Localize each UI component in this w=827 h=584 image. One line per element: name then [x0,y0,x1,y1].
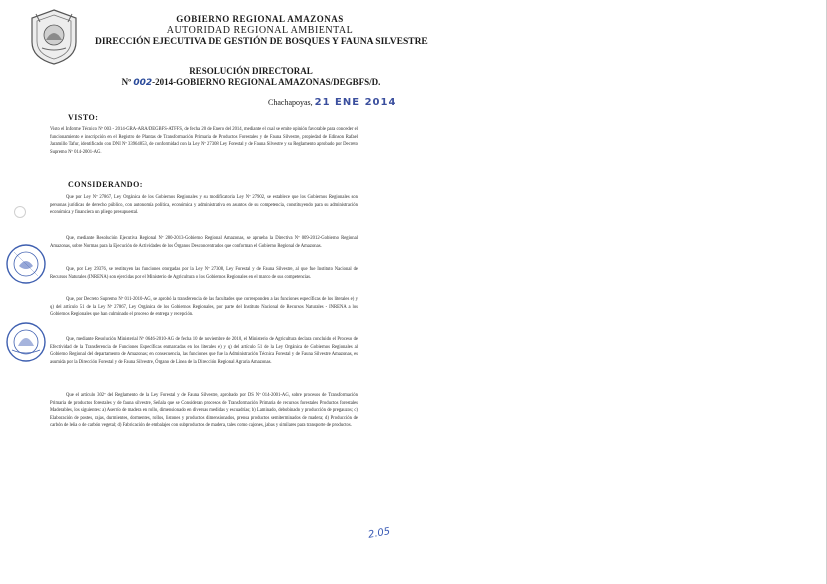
round-seal-stamp-icon [4,242,48,286]
paragraph-visto: Visto el Informe Técnico Nº 003 - 2014-GRA-ARA/DEGBFS-ATFFS, de fecha 20 de Enero del 2014, mediante el cual se emite opinión favorable para conceder el funcionamiento e inscripción en el Registro de Plantas de Transformación Primaria de Productos Forestales y de Fauna Silvestre, propiedad de Edinson Rafael Jaramillo Tafur, identificado con DNI Nº 33964853, de conformidad con la Ley Nº 27308 Ley Forestal y de Fauna Silvestre y su Reglamento aprobado por Decreto Supremo Nº 014-2001-AG. [50,127,358,155]
resolution-title: RESOLUCIÓN DIRECTORAL [189,66,313,76]
paragraph-considerando-4: Que, por Decreto Supremo Nº 011-2010-AG, se aprobó la transferencia de las facultades que corresponden a las funciones específicas de los literales e) y q) del artículo 51 de la Ley Nº 27867, Ley Orgánica de los Gobiernos Regionales, por parte del Instituto Nacional de Recursos Naturales - INRENA a los Gobiernos Regionales que han culminado el proceso de entrega y recepción. [50,297,358,318]
section-considerando: CONSIDERANDO: [68,180,143,189]
header-directorate: DIRECCIÓN EJECUTIVA DE GESTIÓN DE BOSQUES Y FAUNA SILVESTRE [95,36,428,47]
resolution-suffix: -2014-GOBIERNO REGIONAL AMAZONAS/DEGBFS/D. [152,77,381,88]
resolution-heading [86,66,416,90]
date-stamp: 21 ENE 2014 [314,97,397,108]
header-government: GOBIERNO REGIONAL AMAZONAS [176,14,344,24]
resolution-prefix: Nº [121,77,132,88]
resolution-number-line [86,77,416,89]
paragraph-considerando-6: Que el artículo 302º del Reglamento de la Ley Forestal y de Fauna Silvestre, aprobado por DS Nº 014-2001-AG, sobre procesos de Transformación Primaria de productos forestales y de fauna silvestre, Señala que se Consideran procesos de Transformación Primaria de recursos forestales Productos forestales Maderables, los siguientes: a) Aserrío de madera en rollo, dimensionado en diversas medidas y escuadrías; b) Laminado, debobinado y producción de pregauzos; c) Elaboración de postes, rajas, durmientes, dormentes, rollos, listones y productos dimensionados, prensa productos semiterminados de madera; d) Producción de carbón de leña o de carbón vegetal; d) Fabricación de embalajes con subproductos de madera, tales como cajones, jabas y similares para transporte de productos. [50,393,358,429]
regional-seal-logo-icon [28,8,80,66]
resolution-number: 002 [133,78,153,89]
document-header [95,14,428,48]
section-visto: VISTO: [68,113,99,122]
folio-number: 2.05 [367,526,392,541]
scan-hole-mark [14,206,26,218]
paragraph-considerando-5: Que, mediante Resolución Ministerial Nº 0646-2010-AG de fecha 10 de noviembre de 2010, el Ministerio de Agricultura declara concluido el Proceso de Efectividad de la Transferencia de Funciones Específicas enmarcadas en los literales e) y q) del artículo 51 de la Ley Orgánica de Gobiernos Regionales al Gobierno Regional del departamento de Amazonas; en consecuencia, las funciones que fue la Administración Técnica Forestal y de Fauna Silvestre Amazonas, es asumida por la Dirección Forestal y de Fauna Silvestre, Órgano de Línea de la Dirección Regional Agraria Amazonas. [50,337,358,365]
round-seal-stamp-2-icon [4,320,48,364]
paragraph-considerando-3: Que, por Ley 29376, se restituyen las funciones otorgadas por la Ley Nº 27308, Ley Forestal y de Fauna Silvestre, al que fue Instituto Nacional de Recursos Naturales (INRENA) son ejercidas por el Ministerio de Agricultura o los Gobiernos Regionales en el marco de sus competencias. [50,267,358,280]
place-name: Chachapoyas, [268,98,313,107]
header-authority: AUTORIDAD REGIONAL AMBIENTAL [166,24,354,36]
place-date [268,97,396,108]
paragraph-considerando-2: Que, mediante Resolución Ejecutiva Regional Nº 280-2013-Gobierno Regional Amazonas, se aprueba la Directiva Nº 009-2012-Gobierno Regional Amazonas, sobre Normas para la Ejecución de Actividades de los Órganos Desconcentrados que conforman el Gobierno Regional de Amazonas. [50,236,358,249]
paragraph-considerando-1: Que por Ley Nº 27867, Ley Orgánica de los Gobiernos Regionales y su modificatoria Ley Nº 27902, se establece que los Gobiernos Regionales son personas jurídicas de derecho público, con autonomía política, económica y administrativa en asuntos de su competencia, constituyendo para su administración económica y financiera un pliego presupuestal. [50,195,358,216]
